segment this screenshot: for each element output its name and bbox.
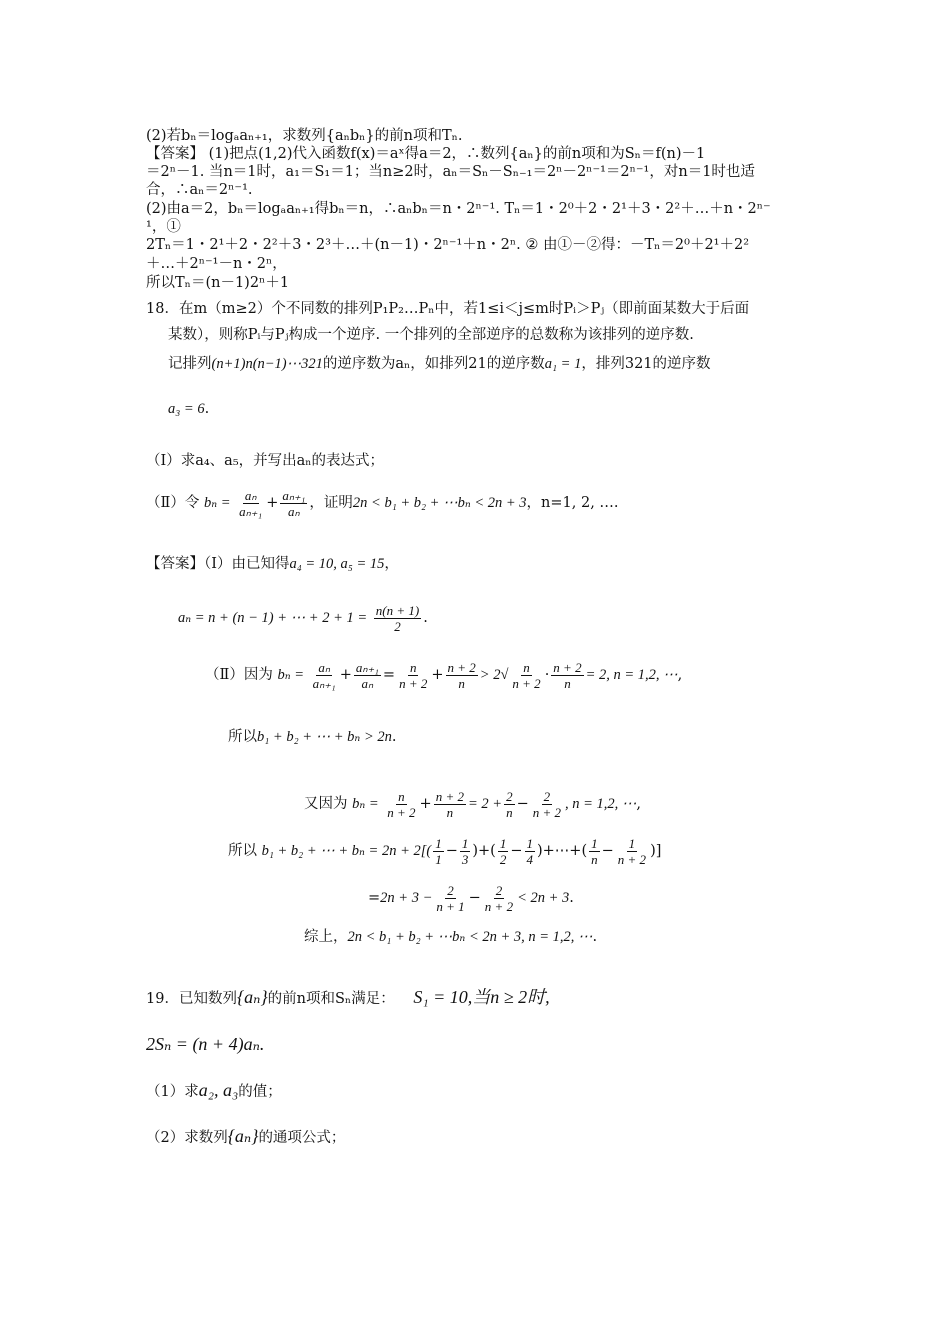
math-s1: S₁ = 10,当n ≥ 2时, xyxy=(413,987,550,1007)
text: ，证明 xyxy=(309,495,353,511)
fraction: $\frac{n(n + 1)}{2}$ xyxy=(375,602,420,634)
math-sequence: {aₙ} xyxy=(227,1126,259,1146)
question-18-line: 18．在m（m≥2）个不同数的排列P₁P₂…Pₙ中，若1≤i＜j≤m时Pᵢ＞Pⱼ（即前面某数大于后面 xyxy=(146,301,750,317)
fraction: $\frac{1}{4}$ xyxy=(526,835,533,867)
text: 的值； xyxy=(238,1084,282,1100)
math-line: =2n + 3 − $\frac{2}{n + 1}$ − $\frac{2}{n + 2}$ < 2n + 3. xyxy=(368,882,574,914)
text: 19．已知数列 xyxy=(146,991,237,1007)
text: 记排列 xyxy=(168,356,212,372)
fraction: $\frac{\text{aₙ}}{\text{aₙ₊₁}}$ xyxy=(239,487,263,519)
math-range: , n = 1,2, ⋯ xyxy=(565,796,637,812)
text-line: (2)若bₙ＝logₐaₙ₊₁，求数列{aₙbₙ}的前n项和Tₙ. xyxy=(146,128,463,144)
math-a3: a₃ = 6 xyxy=(168,401,205,417)
fraction: $\frac{n}{n + 2}$ xyxy=(399,659,428,691)
answer-18 xyxy=(146,555,399,573)
fraction: $\frac{\text{aₙ₊₁}}{\text{aₙ}}$ xyxy=(282,487,306,519)
fraction: $\frac{n + 2}{n}$ xyxy=(553,659,582,691)
text-line: 所以Tₙ＝(n－1)2ⁿ＋1 xyxy=(146,275,290,291)
math-eq: = 2 + xyxy=(467,796,503,812)
math-sum: b₁ + b₂ + ⋯ + bₙ = 2n + 2[( xyxy=(261,843,432,859)
fraction: $\frac{2}{n + 2}$ xyxy=(532,788,561,820)
text: （1）求 xyxy=(146,1084,199,1100)
math-line xyxy=(146,1032,264,1058)
math-a1: a₁ = 1 xyxy=(544,356,582,372)
text: 所以 xyxy=(228,729,257,745)
math-final-inequality: 2n < b₁ + b₂ + ⋯bₙ < 2n + 3, n = 1,2, ⋯ xyxy=(347,929,593,945)
fraction: $\frac{2}{n}$ xyxy=(506,788,513,820)
text: 的前n项和Sₙ满足： xyxy=(267,991,395,1007)
fraction: $\frac{n + 2}{n}$ xyxy=(447,659,476,691)
math-range: , n = 1,2, ⋯ xyxy=(606,667,678,683)
text: （Ⅱ）令 xyxy=(146,495,200,511)
text: . xyxy=(204,401,210,417)
math-expr: 2n + 3 − xyxy=(380,890,433,906)
math-line: 综上，2n < b₁ + b₂ + ⋯bₙ < 2n + 3, n = 1,2, ⋯. xyxy=(304,929,598,945)
text-line: 2Tₙ＝1・2¹＋2・2²＋3・2³＋…＋(n－1)・2ⁿ⁻¹＋n・2ⁿ. ② 由①－②得：－Tₙ＝2⁰＋2¹＋2² xyxy=(146,237,750,253)
fraction: $\frac{n}{n + 2}$ xyxy=(387,788,416,820)
question-18-part-2: （Ⅱ）令 bₙ = $\frac{\text{aₙ}}{\text{aₙ₊₁}}$ + $\frac{\text{aₙ₊₁}}{\text{aₙ}}$ ，证明2n < b₁ + b₂ + ⋯bₙ < 2n + 3，n=1, 2, …. xyxy=(146,487,619,519)
question-19-part-2 xyxy=(146,1124,345,1150)
fraction: $\frac{\text{aₙ}}{\text{aₙ₊₁}}$ xyxy=(312,659,336,691)
question-18-line xyxy=(168,355,711,373)
math-line xyxy=(168,400,209,418)
text: 的逆序数为aₙ，如排列21的逆序数 xyxy=(322,356,545,372)
fraction: $\frac{1}{n}$ xyxy=(591,835,598,867)
math-a4-a5: a₄ = 10, a₅ = 15 xyxy=(289,556,385,572)
fraction: $\frac{1}{2}$ xyxy=(499,835,507,867)
text-line: ＝2ⁿ－1. 当n＝1时，a₁＝S₁＝1；当n≥2时，aₙ＝Sₙ－Sₙ₋₁＝2ⁿ－2ⁿ⁻¹＝2ⁿ⁻¹，对n＝1时也适 xyxy=(146,164,755,180)
math-inequality: 2n < b₁ + b₂ + ⋯bₙ < 2n + 3 xyxy=(352,495,527,511)
text-line: ¹，① xyxy=(146,219,181,235)
fraction: $\frac{1}{1}$ xyxy=(435,835,442,867)
text: 所以 xyxy=(228,843,257,859)
text: 的通项公式； xyxy=(258,1130,346,1146)
fraction: $\frac{2}{n + 1}$ xyxy=(436,882,465,914)
text: ， xyxy=(384,556,399,572)
text-line: ＋…＋2ⁿ⁻¹－n・2ⁿ， xyxy=(146,256,287,272)
math-line: 又因为 bₙ = $\frac{n}{n + 2}$ + $\frac{n + 2}{n}$ = 2 + $\frac{2}{n}$ − $\frac{2}{n + 2}$ , n = 1,2, ⋯, xyxy=(304,788,642,820)
math-line: 所以b₁ + b₂ + ⋯ + bₙ > 2n. xyxy=(228,729,397,745)
text-line: (2)由a＝2，bₙ＝logₐaₙ₊₁得bₙ＝n，∴aₙbₙ＝n・2ⁿ⁻¹. Tₙ＝1・2⁰＋2・2¹＋3・2²＋…＋n・2ⁿ⁻ xyxy=(146,201,771,217)
math-an-expression: aₙ = n + (n − 1) + ⋯ + 2 + 1 = xyxy=(178,610,368,626)
question-18-part-1: （I）求a₄、a₅，并写出aₙ的表达式； xyxy=(146,453,385,469)
fraction: $\frac{2}{n + 2}$ xyxy=(484,882,514,914)
math-permutation: (n+1)n(n−1)⋯321 xyxy=(211,356,323,372)
fraction: $\frac{n + 2}{n}$ xyxy=(435,788,464,820)
text: 【答案】（Ⅰ）由已知得 xyxy=(146,556,290,572)
math-line: 所以 b₁ + b₂ + ⋯ + bₙ = 2n + 2[( $\frac{1}{1}$ − $\frac{1}{3}$ )+( $\frac{1}{2}$ − $\frac{1}{4}$ )+⋯+( $\frac{1}{n}$ − $\frac{1}{n + 2}$ )] xyxy=(228,835,662,867)
math-line: aₙ = n + (n − 1) + ⋯ + 2 + 1 = $\frac{n(n + 1)}{2}$ . xyxy=(178,602,428,634)
fraction: $\frac{1}{3}$ xyxy=(461,835,469,867)
math-bn: bₙ = xyxy=(352,796,379,812)
question-19 xyxy=(146,985,550,1011)
question-18-line: 某数），则称Pᵢ与Pⱼ构成一个逆序. 一个排列的全部逆序的总数称为该排列的逆序数. xyxy=(168,327,694,343)
fraction: $\frac{1}{n + 2}$ xyxy=(617,835,647,867)
text: ，排列321的逆序数 xyxy=(581,356,711,372)
question-19-part-1 xyxy=(146,1078,282,1104)
math-two-sn: 2Sₙ = (n + 4)aₙ. xyxy=(146,1034,265,1054)
text: （2）求数列 xyxy=(146,1130,228,1146)
text: （Ⅱ）因为 xyxy=(205,667,273,683)
text: 综上， xyxy=(304,929,348,945)
math-line: （Ⅱ）因为 bₙ = $\frac{\text{aₙ}}{\text{aₙ₊₁}}$ + $\frac{\text{aₙ₊₁}}{\text{aₙ}}$ = $\frac{n}{n + 2}$ + $\frac{n + 2}{n}$ > 2√ $\frac{n}{n + 2}$ · $\frac{n + 2}{n}$ = 2, n = 1,2, ⋯, xyxy=(205,659,683,691)
math-sequence: {aₙ} xyxy=(236,987,268,1007)
math-bn: bₙ = xyxy=(277,667,305,683)
text: ，n=1, 2, …. xyxy=(526,495,619,511)
math-a2-a3: a₂, a₃ xyxy=(198,1080,239,1100)
fraction: $\frac{n}{n + 2}$ xyxy=(512,659,541,691)
math-bn: bₙ = xyxy=(203,495,231,511)
text-line: 合，∴aₙ＝2ⁿ⁻¹. xyxy=(146,182,253,198)
math-lower-bound: b₁ + b₂ + ⋯ + bₙ > 2n xyxy=(257,729,392,745)
text: 又因为 xyxy=(304,796,348,812)
text-line: 【答案】 (1)把点(1,2)代入函数f(x)＝aˣ得a＝2，∴数列{aₙ}的前n项和为Sₙ＝f(n)－1 xyxy=(146,146,706,162)
fraction: $\frac{\text{aₙ₊₁}}{\text{aₙ}}$ xyxy=(355,659,379,691)
